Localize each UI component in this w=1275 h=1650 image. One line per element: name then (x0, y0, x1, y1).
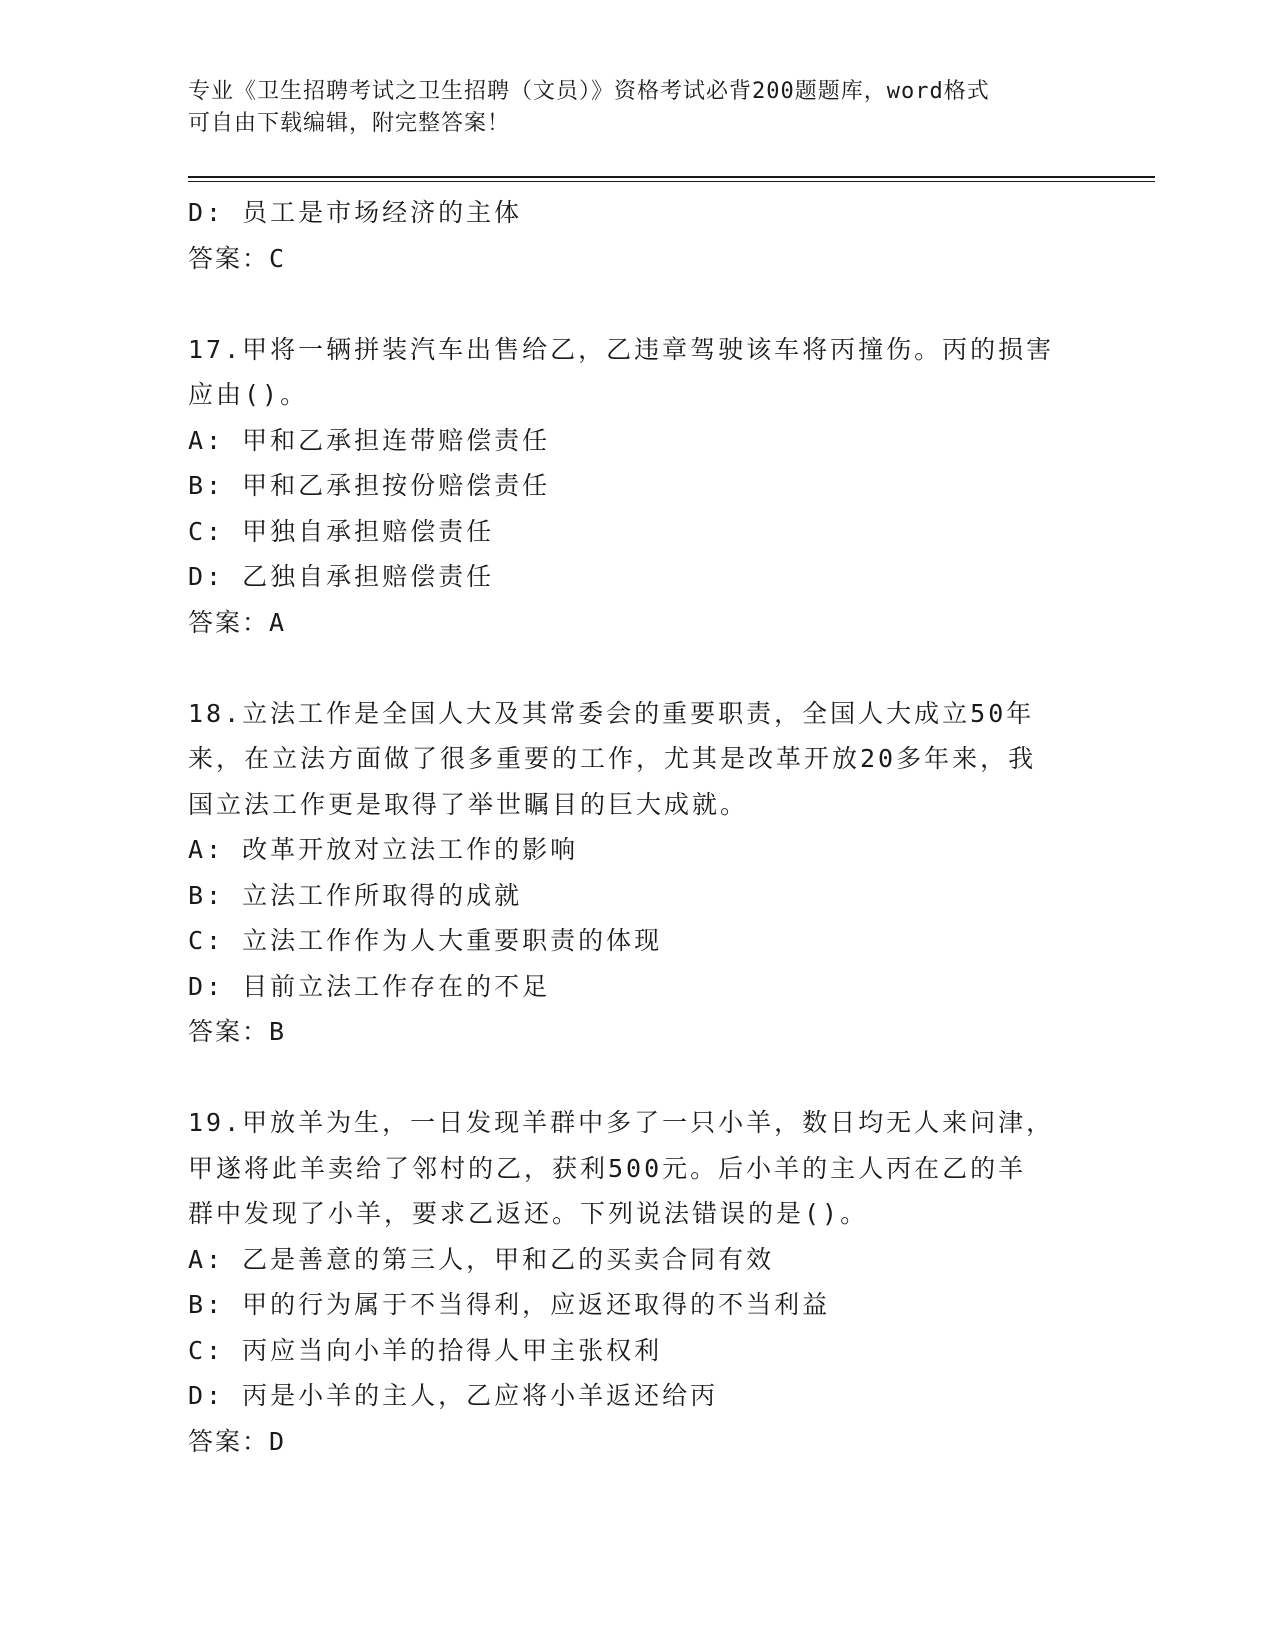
answer-line: 答案：D (188, 1426, 287, 1456)
question-text-line: 国立法工作更是取得了举世瞩目的巨大成就。 (188, 789, 749, 819)
question-text-line: 应由()。 (188, 380, 309, 409)
option-d: D: 乙独自承担赔偿责任 (188, 562, 495, 591)
question-text-line: 17.甲将一辆拼装汽车出售给乙，乙违章驾驶该车将丙撞伤。丙的损害 (188, 334, 1055, 364)
question-17 (188, 327, 1088, 646)
question-19 (188, 1100, 1088, 1464)
question-text-line: 来，在立法方面做了很多重要的工作，尤其是改革开放20多年来，我 (188, 744, 1037, 773)
question-18 (188, 691, 1088, 1055)
option-b: B: 立法工作所取得的成就 (188, 880, 523, 910)
header-rule-thick (188, 176, 1155, 178)
spacer (188, 645, 1088, 691)
question-text-line: 19.甲放羊为生，一日发现羊群中多了一只小羊，数日均无人来问津， (188, 1108, 1055, 1137)
answer-line: 答案：A (188, 607, 287, 637)
question-text-line: 18.立法工作是全国人大及其常委会的重要职责，全国人大成立50年 (188, 698, 1035, 728)
option-d: D: 丙是小羊的主人，乙应将小羊返还给丙 (188, 1381, 719, 1410)
question-text-line: 群中发现了小羊，要求乙返还。下列说法错误的是()。 (188, 1199, 869, 1228)
option-b: B: 甲和乙承担按份赔偿责任 (188, 471, 551, 500)
option-b: B: 甲的行为属于不当得利，应返还取得的不当利益 (188, 1290, 831, 1319)
spacer (188, 281, 1088, 327)
option-a: A: 改革开放对立法工作的影响 (188, 835, 579, 864)
option-c: C: 丙应当向小羊的拾得人甲主张权利 (188, 1335, 663, 1365)
previous-question-tail (188, 190, 1088, 281)
answer-line: 答案：B (188, 1017, 287, 1046)
question-text-line: 甲遂将此羊卖给了邻村的乙，获利500元。后小羊的主人丙在乙的羊 (188, 1153, 1027, 1183)
header-line-2: 可自由下载编辑，附完整答案！ (188, 111, 511, 136)
answer-line: 答案：C (188, 243, 287, 273)
question-content (188, 190, 1088, 1464)
spacer (188, 1055, 1088, 1101)
option-d: D: 目前立法工作存在的不足 (188, 971, 551, 1001)
document-header (188, 76, 1088, 140)
option-d: D: 员工是市场经济的主体 (188, 198, 523, 227)
option-c: C: 立法工作作为人大重要职责的体现 (188, 926, 663, 955)
header-line-1: 专业《卫生招聘考试之卫生招聘（文员）》资格考试必背200题题库，word格式 (188, 79, 990, 104)
option-c: C: 甲独自承担赔偿责任 (188, 516, 495, 546)
option-a: A: 甲和乙承担连带赔偿责任 (188, 425, 551, 455)
header-rule-thin (188, 181, 1155, 182)
option-a: A: 乙是善意的第三人，甲和乙的买卖合同有效 (188, 1244, 775, 1274)
